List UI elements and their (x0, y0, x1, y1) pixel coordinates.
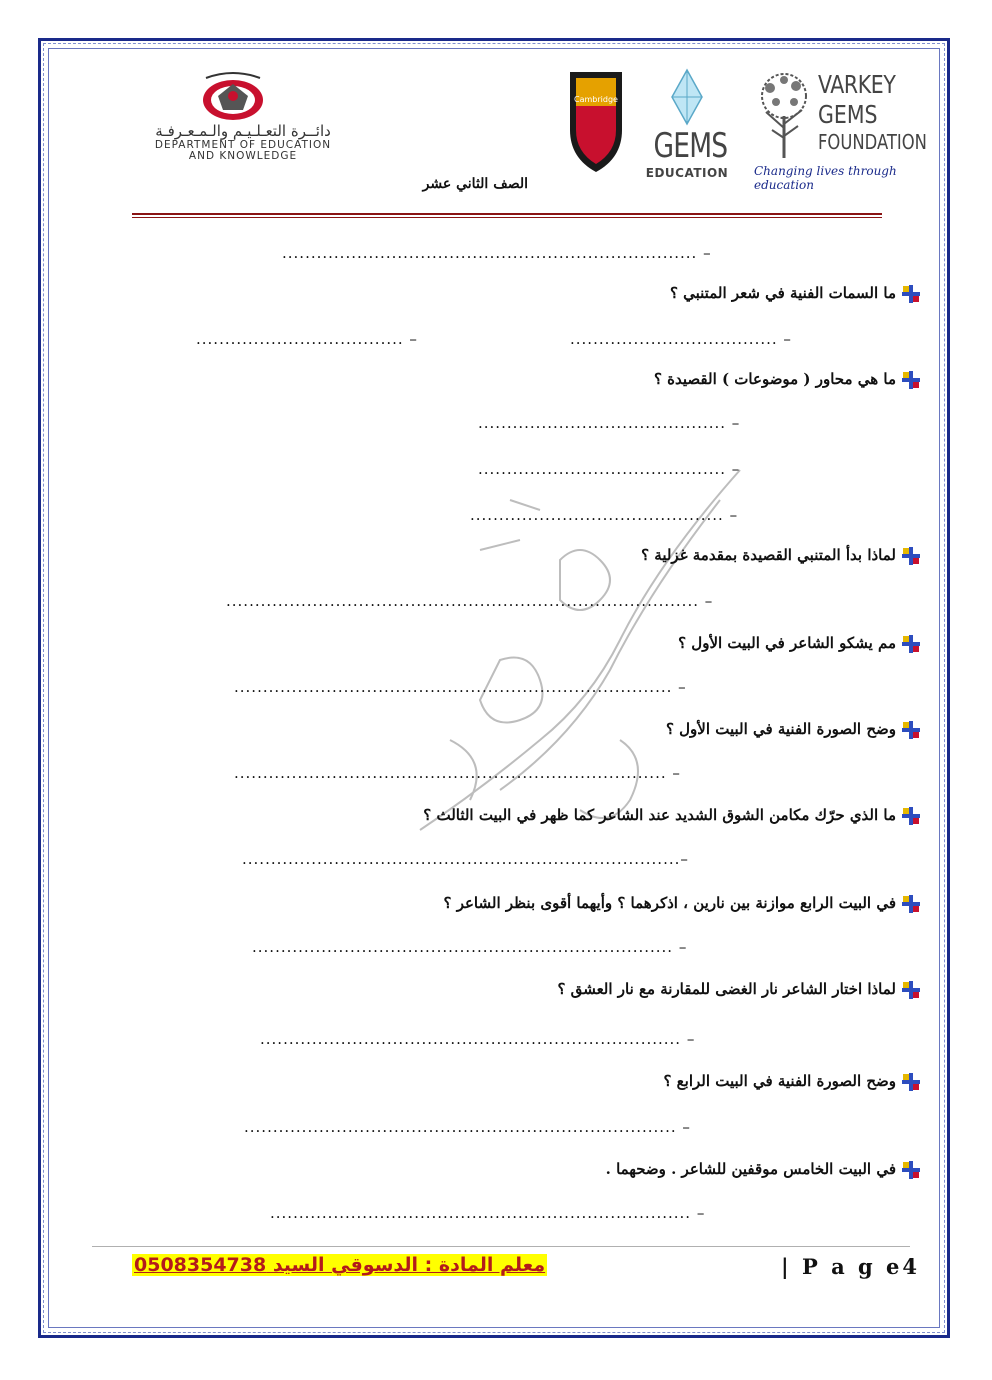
falcon-crest-icon (188, 66, 278, 126)
question-text: ما السمات الفنية في شعر المتنبي ؟ (669, 284, 896, 302)
question-3 (641, 546, 920, 565)
adek-logo (88, 66, 398, 162)
question-text: مم يشكو الشاعر في البيت الأول ؟ (678, 634, 896, 652)
question-5 (666, 720, 920, 739)
plus-bullet-icon (902, 371, 920, 389)
plus-bullet-icon (902, 1161, 920, 1179)
page-label: | P a g e (781, 1254, 903, 1279)
question-text: ما الذي حرّك مكامن الشوق الشديد عند الشاعر كما ظهر في البيت الثالث ؟ (423, 806, 896, 824)
question-2 (654, 370, 920, 389)
header-rule (132, 213, 882, 215)
answer-line: – ............................................ (470, 506, 739, 524)
grade-label: الصف الثاني عشر (422, 176, 528, 192)
dept-name-english (88, 140, 398, 162)
answer-line: – ............................................................................ (234, 678, 687, 696)
question-1 (670, 284, 920, 303)
tree-icon (752, 68, 816, 160)
answer-line: –............................................................................ (242, 850, 689, 868)
plus-bullet-icon (902, 1073, 920, 1091)
varkey-line1: VARKEY (818, 70, 896, 99)
page-number: 4 (902, 1254, 920, 1279)
plus-bullet-icon (902, 721, 920, 739)
question-text: لماذا بدأ المتنبي القصيدة بمقدمة غزلية ؟ (641, 546, 896, 564)
cambridge-shield-logo (566, 70, 626, 174)
question-text: وضح الصورة الفنية في البيت الرابع ؟ (663, 1072, 896, 1090)
answer-line: – ......................................................................... (270, 1204, 706, 1222)
answer-line: – ........................................................................ (282, 244, 712, 262)
question-text: وضح الصورة الفنية في البيت الأول ؟ (665, 720, 896, 738)
gems-subtitle: EDUCATION (645, 166, 729, 180)
question-text: في البيت الخامس موقفين للشاعر . وضحهما . (605, 1160, 896, 1178)
page-indicator (781, 1254, 920, 1279)
question-7 (444, 894, 920, 913)
answer-line: – .................................... (570, 330, 792, 348)
varkey-line3: FOUNDATION (818, 130, 927, 154)
varkey-tagline: Changing lives through education (754, 164, 897, 192)
teacher-credit: معلم المادة : الدسوقي السيد 0508354738 (134, 1254, 546, 1276)
dept-en-line1: DEPARTMENT OF EDUCATION (154, 139, 332, 151)
dept-name-arabic: دائــرة التعـلـيـم والـمـعـرفـة (155, 122, 331, 140)
answer-line: – ........................................................................... (244, 1118, 691, 1136)
varkey-line2: GEMS (818, 100, 878, 129)
answer-line: – ......................................................................... (260, 1030, 696, 1048)
plus-bullet-icon (902, 635, 920, 653)
header-rule-thin (132, 217, 882, 218)
gems-wordmark: GEMS (653, 126, 728, 166)
question-4 (678, 634, 920, 653)
plus-bullet-icon (902, 807, 920, 825)
plus-bullet-icon (902, 285, 920, 303)
question-9 (663, 1072, 920, 1091)
answer-line: – ........................................... (478, 414, 741, 432)
plus-bullet-icon (902, 895, 920, 913)
answer-line: – ........................................................................... (234, 764, 681, 782)
answer-line: – ........................................... (478, 460, 741, 478)
footer-rule (92, 1246, 910, 1247)
question-text: في البيت الرابع موازنة بين نارين ، اذكرهما ؟ وأيهما أقوى بنظر الشاعر ؟ (443, 894, 896, 912)
question-10 (606, 1160, 920, 1179)
plus-bullet-icon (902, 547, 920, 565)
question-text: ما هي محاور ( موضوعات ) القصيدة ؟ (653, 370, 896, 388)
question-text: لماذا اختار الشاعر نار الغضى للمقارنة مع نار العشق ؟ (557, 980, 896, 998)
answer-line: – ......................................................................... (252, 938, 688, 956)
gems-education-logo (644, 68, 730, 182)
varkey-gems-foundation-logo (752, 68, 928, 192)
answer-line: – .................................................................................. (226, 592, 714, 610)
question-8 (558, 980, 921, 999)
shield-label: Cambridge (574, 95, 618, 104)
answer-line: – .................................... (196, 330, 418, 348)
diamond-icon (670, 68, 704, 126)
dept-en-line2: AND KNOWLEDGE (188, 150, 298, 162)
plus-bullet-icon (902, 981, 920, 999)
question-6 (423, 806, 920, 825)
